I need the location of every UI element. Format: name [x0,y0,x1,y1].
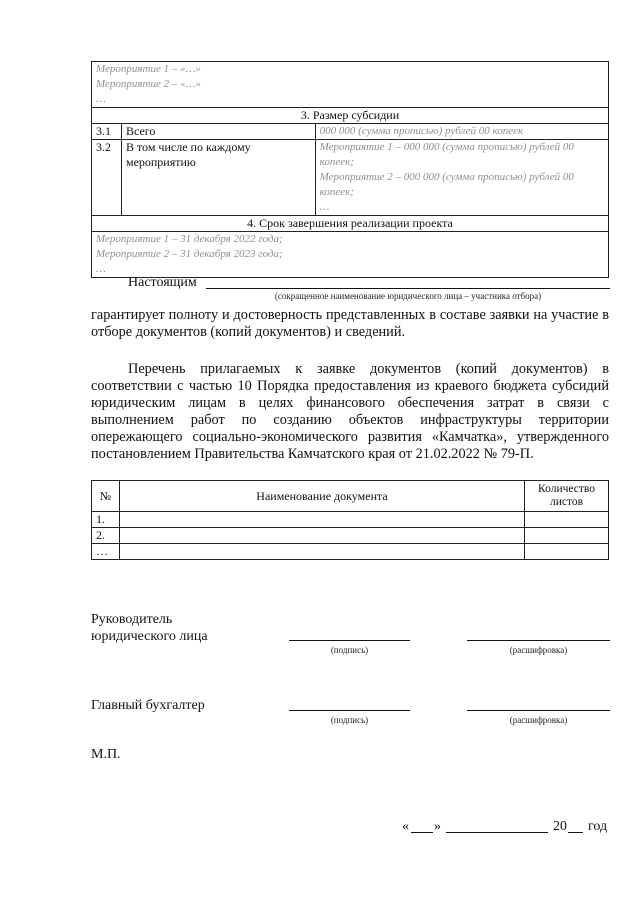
head-decode-line[interactable] [467,640,610,641]
deadline-1: Мероприятие 1 – 31 декабря 2022 года; [96,233,283,245]
documents-list-intro: Перечень прилагаемых к заявке документов (копий документов) в соответствии с частью 10 Порядка предоставления из краевого бюджета субсидий юридическим лицам в целях финансового обеспечения затрат в связи с выполнением работ по созданию объектов инфраструктуры территории опережающего социально-экономического развития «Камчатка», утвержденного постановлением Правительства Камчатского края от 21.02.2022 № 79-П. [91,361,609,462]
document-name-cell[interactable] [119,544,524,560]
date-open-quote: « [402,819,409,834]
row-number: 2. [92,528,120,544]
activity-ellipsis: … [96,93,106,105]
section-4-title: 4. Срок завершения реализации проекта [92,216,609,232]
subsidy-ellipsis: … [319,201,330,213]
activities-cell [92,62,609,108]
header-number: № [92,481,120,512]
accountant-signature-caption: (подпись) [330,715,369,725]
activities-row [92,62,609,108]
date-century: 20 [553,819,567,834]
header-document-name: Наименование документа [119,481,524,512]
sheet-count-cell[interactable] [525,512,609,528]
row-3-2-label: В том числе по каждому мероприятию [121,140,315,216]
documents-table [91,480,609,560]
org-name-line[interactable] [206,288,610,289]
stamp-place: М.П. [91,747,121,762]
document-name-cell[interactable] [119,512,524,528]
table-row [92,512,609,528]
head-decode-caption: (расшифровка) [509,645,568,655]
header-sheet-count: Количество листов [525,481,609,512]
declaration-text: гарантирует полноту и достоверность представленных в составе заявки на участие в отборе документов (копий документов) и сведений. [91,307,609,340]
sheet-count-cell[interactable] [525,528,609,544]
accountant-signature-line[interactable] [289,710,410,711]
table-row [92,544,609,560]
row-3-2-number: 3.2 [92,140,122,216]
declaration-lead: Настоящим [128,275,197,290]
head-signature-line[interactable] [289,640,410,641]
row-number: … [92,544,120,560]
subsidy-table [91,61,609,278]
table-row [92,528,609,544]
subsidy-activity-1: Мероприятие 1 – 000 000 (сумма прописью) рублей 00 копеек; [319,141,574,168]
row-number: 1. [92,512,120,528]
activity-1: Мероприятие 1 – «…» [96,63,201,75]
documents-table-header [92,481,609,512]
date-day-line[interactable] [411,832,433,833]
date-year-word: год [588,819,608,834]
accountant-decode-caption: (расшифровка) [509,715,568,725]
document-name-cell[interactable] [119,528,524,544]
subsidy-activity-2: Мероприятие 2 – 000 000 (сумма прописью) рублей 00 копеек; [319,171,574,198]
org-name-caption: (сокращенное наименование юридического лица – участника отбора) [274,291,542,301]
head-signature-caption: (подпись) [330,645,369,655]
deadlines-cell [92,232,609,278]
date-close-quote: » [434,819,441,834]
date-year-line[interactable] [568,832,583,833]
accountant-label: Главный бухгалтер [91,698,205,713]
deadline-2: Мероприятие 2 – 31 декабря 2023 года; [96,248,283,260]
row-3-2-values [315,140,608,216]
row-3-1-label: Всего [121,124,315,140]
section-3-title: 3. Размер субсидии [92,108,609,124]
activity-2: Мероприятие 2 – «…» [96,78,201,90]
head-label: Руководитель юридического лица [91,612,208,644]
row-3-1-value: 000 000 (сумма прописью) рублей 00 копеек [315,124,608,140]
accountant-decode-line[interactable] [467,710,610,711]
sheet-count-cell[interactable] [525,544,609,560]
date-month-line[interactable] [446,832,548,833]
deadline-ellipsis: … [96,263,106,275]
row-3-1-number: 3.1 [92,124,122,140]
